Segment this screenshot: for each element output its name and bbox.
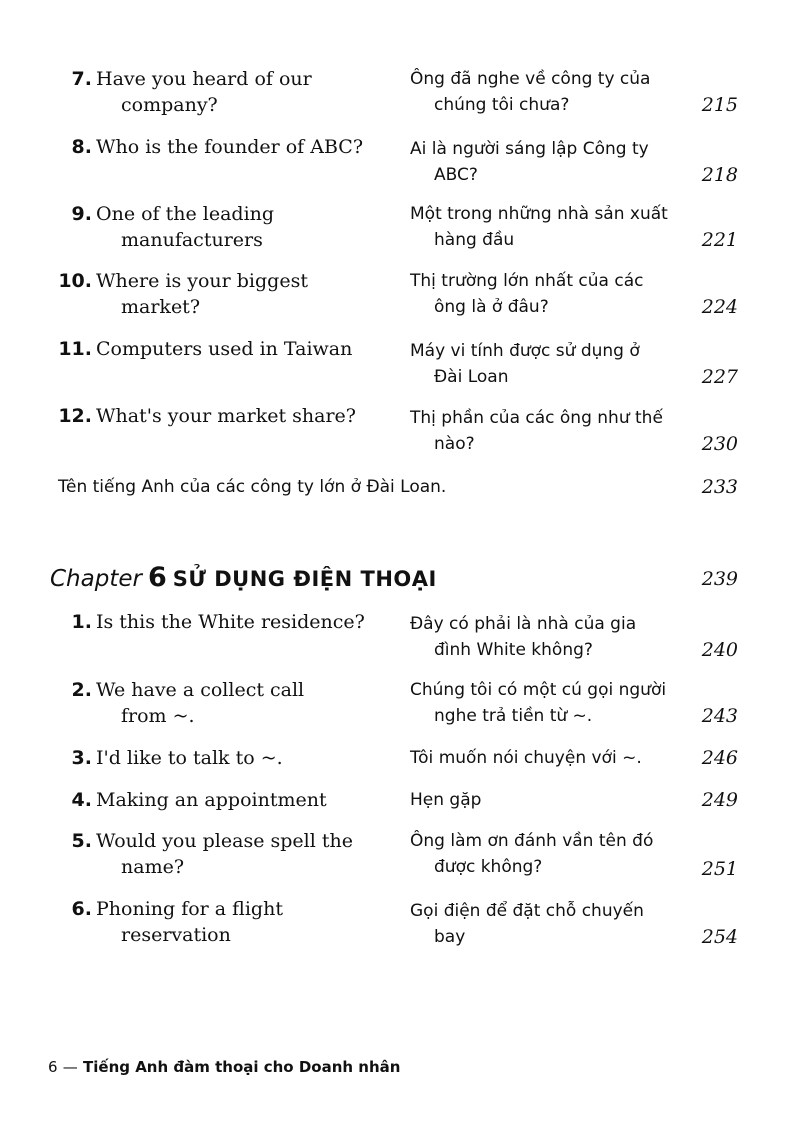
entry-vietnamese <box>410 66 695 118</box>
vietnamese-line: Thị trường lớn nhất của các <box>410 271 644 291</box>
entry-vietnamese <box>410 338 695 390</box>
entry-page: 240 <box>701 639 738 661</box>
entry-number: 8. <box>71 136 92 158</box>
english-line: reservation <box>121 924 231 946</box>
toc-entry <box>0 134 800 194</box>
entry-english <box>96 134 386 160</box>
vietnamese-line: hàng đầu <box>434 230 515 250</box>
entry-english <box>96 336 386 362</box>
entry-number: 12. <box>58 405 92 427</box>
vietnamese-line: Hẹn gặp <box>410 790 482 810</box>
english-line: Have you heard of our <box>96 68 312 90</box>
entry-vietnamese <box>410 745 695 771</box>
english-line: We have a collect call <box>96 679 305 701</box>
entry-vietnamese <box>410 828 695 880</box>
english-line: Where is your biggest <box>96 270 308 292</box>
toc-entry <box>0 268 800 328</box>
entry-english <box>96 403 386 429</box>
english-line: market? <box>121 296 201 318</box>
english-line: Computers used in Taiwan <box>96 338 353 360</box>
vietnamese-line: bay <box>434 927 466 947</box>
vietnamese-line: đình White không? <box>434 640 593 660</box>
entry-english <box>96 677 386 729</box>
chapter-heading <box>50 558 738 598</box>
vietnamese-line: Ông đã nghe về công ty của <box>410 69 651 89</box>
entry-vietnamese <box>410 136 695 188</box>
chapter-number: 6 <box>147 562 167 593</box>
entry-number: 7. <box>71 68 92 90</box>
entry-english <box>96 201 386 253</box>
english-line: Is this the White residence? <box>96 611 365 633</box>
vietnamese-line: ABC? <box>434 165 478 185</box>
entry-english <box>96 828 386 880</box>
english-line: One of the leading <box>96 203 275 225</box>
english-line: Making an appointment <box>96 789 327 811</box>
footer-separator: — <box>62 1058 78 1076</box>
entry-page: 230 <box>701 433 738 455</box>
entry-page: 251 <box>701 858 738 880</box>
english-line: I'd like to talk to ~. <box>96 747 283 769</box>
entry-page: 254 <box>701 926 738 948</box>
vietnamese-line: Một trong những nhà sản xuất <box>410 204 668 224</box>
vietnamese-line: Máy vi tính được sử dụng ở <box>410 341 640 361</box>
vietnamese-line: Đài Loan <box>434 367 509 387</box>
vietnamese-line: nào? <box>434 434 475 454</box>
entry-number: 2. <box>71 679 92 701</box>
entry-vietnamese <box>410 268 695 320</box>
entry-number: 4. <box>71 789 92 811</box>
toc-entry <box>0 66 800 126</box>
vietnamese-line: nghe trả tiền từ ~. <box>434 706 593 726</box>
vietnamese-line: Thị phần của các ông như thế <box>410 408 663 428</box>
footer-page-number: 6 <box>48 1058 58 1076</box>
toc-entry <box>0 896 800 956</box>
toc-entry <box>0 201 800 261</box>
vietnamese-line: Tôi muốn nói chuyện với ~. <box>410 748 642 768</box>
entry-vietnamese <box>410 677 695 729</box>
entry-page: 215 <box>701 94 738 116</box>
entry-english <box>96 66 386 118</box>
entry-english <box>96 896 386 948</box>
vietnamese-line: Đây có phải là nhà của gia <box>410 614 637 634</box>
english-line: company? <box>121 94 218 116</box>
entry-number: 9. <box>71 203 92 225</box>
entry-number: 1. <box>71 611 92 633</box>
entry-page: 221 <box>701 229 738 251</box>
vietnamese-line: được không? <box>434 857 543 877</box>
vietnamese-line: ông là ở đâu? <box>434 297 549 317</box>
entry-vietnamese <box>410 611 695 663</box>
entry-number: 5. <box>71 830 92 852</box>
appendix-page: 233 <box>701 476 738 498</box>
english-line: manufacturers <box>121 229 263 251</box>
entry-page: 224 <box>701 296 738 318</box>
vietnamese-line: Gọi điện để đặt chỗ chuyến <box>410 901 644 921</box>
entry-vietnamese <box>410 201 695 253</box>
entry-english <box>96 745 386 771</box>
entry-english <box>96 787 386 813</box>
vietnamese-line: Chúng tôi có một cú gọi người <box>410 680 667 700</box>
footer-book-title: Tiếng Anh đàm thoại cho Doanh nhân <box>83 1058 401 1076</box>
page-footer <box>48 1058 400 1076</box>
english-line: Who is the founder of ABC? <box>96 136 364 158</box>
english-line: What's your market share? <box>96 405 356 427</box>
toc-entry <box>0 403 800 463</box>
entry-page: 246 <box>701 747 738 769</box>
toc-entry <box>0 336 800 396</box>
entry-number: 10. <box>58 270 92 292</box>
toc-entry <box>0 677 800 737</box>
entry-page: 227 <box>701 366 738 388</box>
entry-number: 6. <box>71 898 92 920</box>
toc-entry <box>0 609 800 669</box>
vietnamese-line: Ai là người sáng lập Công ty <box>410 139 649 159</box>
english-line: from ~. <box>121 705 195 727</box>
vietnamese-line: Ông làm ơn đánh vần tên đó <box>410 831 654 851</box>
entry-vietnamese <box>410 787 695 813</box>
entry-number: 3. <box>71 747 92 769</box>
chapter-word: Chapter <box>50 566 142 592</box>
entry-english <box>96 609 386 635</box>
entry-vietnamese <box>410 898 695 950</box>
english-line: Would you please spell the <box>96 830 353 852</box>
chapter-page: 239 <box>701 568 738 590</box>
entry-page: 243 <box>701 705 738 727</box>
entry-page: 249 <box>701 789 738 811</box>
toc-entry <box>0 828 800 888</box>
appendix-title: Tên tiếng Anh của các công ty lớn ở Đài Loan. <box>58 477 447 497</box>
toc-appendix <box>58 474 738 504</box>
entry-english <box>96 268 386 320</box>
entry-vietnamese <box>410 405 695 457</box>
entry-number: 11. <box>58 338 92 360</box>
english-line: Phoning for a flight <box>96 898 283 920</box>
english-line: name? <box>121 856 185 878</box>
vietnamese-line: chúng tôi chưa? <box>434 95 570 115</box>
entry-page: 218 <box>701 164 738 186</box>
chapter-title: SỬ DỤNG ĐIỆN THOẠI <box>172 567 437 591</box>
